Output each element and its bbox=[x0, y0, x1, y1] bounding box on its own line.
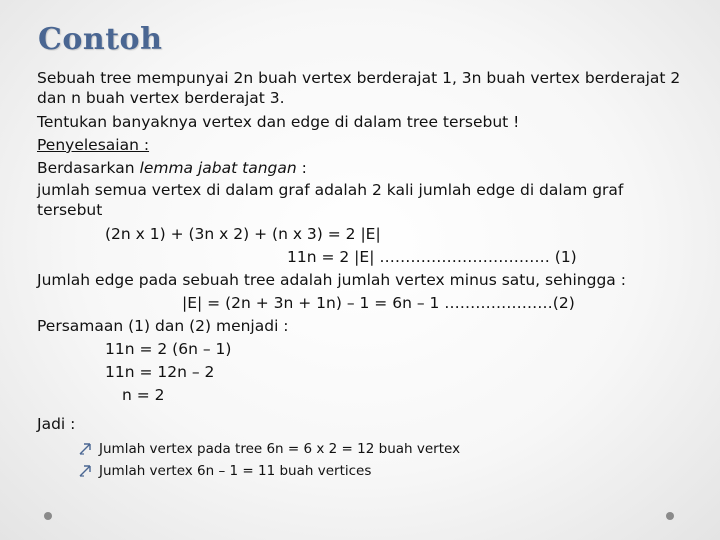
list-item bbox=[77, 460, 687, 482]
corner-dot-left bbox=[44, 512, 52, 520]
conclusion-label: Jadi : bbox=[37, 415, 76, 433]
equation-1: (2n x 1) + (3n x 2) + (n x 3) = 2 |E| bbox=[105, 225, 381, 243]
equation-1b: 11n = 2 |E| …………………………… (1) bbox=[287, 248, 577, 266]
lemma-line bbox=[37, 157, 687, 180]
list-item bbox=[77, 438, 687, 460]
edge-statement: Jumlah edge pada sebuah tree adalah jumlah vertex minus satu, sehingga : bbox=[37, 271, 626, 289]
arrow-bullet-icon bbox=[77, 463, 93, 479]
lemma-statement: jumlah semua vertex di dalam graf adalah 2 kali jumlah edge di dalam graf tersebut bbox=[37, 181, 624, 219]
solution-heading: Penyelesaian : bbox=[37, 136, 150, 154]
lemma-suffix: : bbox=[296, 159, 307, 177]
corner-dot-right bbox=[666, 512, 674, 520]
combine-statement: Persamaan (1) dan (2) menjadi : bbox=[37, 317, 289, 335]
step-1: 11n = 2 (6n – 1) bbox=[105, 340, 232, 358]
bullet-text: Jumlah vertex 6n – 1 = 11 buah vertices bbox=[99, 463, 372, 479]
slide-title: Contoh bbox=[38, 22, 163, 57]
step-3: n = 2 bbox=[122, 386, 165, 404]
conclusion-list bbox=[37, 438, 687, 482]
equation-2: |E| = (2n + 3n + 1n) – 1 = 6n – 1 …………………(2) bbox=[182, 294, 575, 312]
lemma-prefix: Berdasarkan bbox=[37, 159, 140, 177]
step-2: 11n = 12n – 2 bbox=[105, 363, 215, 381]
problem-question: Tentukan banyaknya vertex dan edge di dalam tree tersebut ! bbox=[37, 113, 520, 131]
lemma-name: lemma jabat tangan bbox=[139, 159, 297, 177]
bullet-text: Jumlah vertex pada tree 6n = 6 x 2 = 12 buah vertex bbox=[99, 441, 461, 457]
problem-statement: Sebuah tree mempunyai 2n buah vertex berderajat 1, 3n buah vertex berderajat 2 dan n buah vertex berderajat 3. bbox=[37, 69, 681, 107]
slide-content bbox=[37, 68, 687, 482]
arrow-bullet-icon bbox=[77, 441, 93, 457]
